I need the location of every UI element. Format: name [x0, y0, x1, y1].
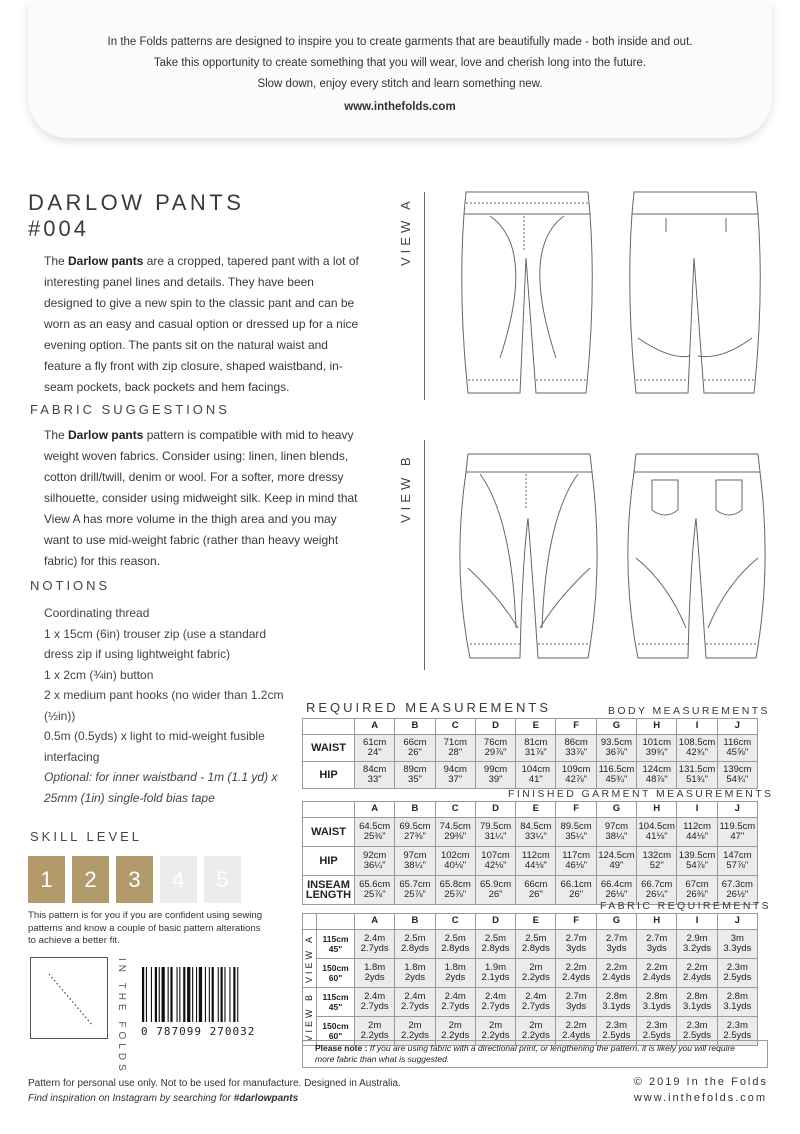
fabric-cell: 2.5m 2.8yds: [435, 930, 475, 959]
note-bold: Please note :: [315, 1043, 368, 1053]
fabric-cell: 2.3m 2.5yds: [637, 1017, 677, 1046]
hashtag-link[interactable]: #darlowpants: [233, 1093, 299, 1104]
measurement-cell: 131.5cm 51¾": [677, 762, 717, 789]
skill-level-4: 4: [160, 856, 197, 903]
footer-usage: Pattern for personal use only. Not to be used for manufacture. Designed in Australia.: [28, 1078, 401, 1089]
skill-level-boxes: [28, 856, 241, 903]
logo-needle-icon: [30, 957, 108, 1039]
fabric-cell: 2.2m 2.4yds: [596, 959, 636, 988]
measurement-cell: 84.5cm 33¼": [516, 818, 556, 847]
footer-instagram-text: Find inspiration on Instagram by searching for: [28, 1093, 234, 1104]
size-header-row: [303, 914, 758, 930]
measurement-cell: 67.3cm 26½": [717, 876, 757, 905]
measurement-cell: 109cm 42⅞": [556, 762, 596, 789]
measurement-row: [303, 735, 758, 762]
barcode-bar: [170, 967, 172, 1022]
measurement-cell: 76cm 29⅞": [475, 735, 515, 762]
row-label: HIP: [303, 762, 355, 789]
barcode-bar: [155, 967, 157, 1022]
size-header: A: [355, 719, 395, 735]
barcode-bar: [237, 967, 238, 1022]
measurement-cell: 81cm 31⅞": [516, 735, 556, 762]
notion-item: Coordinating thread: [44, 606, 150, 620]
size-header: B: [395, 719, 435, 735]
size-header: D: [475, 914, 515, 930]
view-a-front-illustration: [462, 192, 593, 393]
fabric-cell: 1.8m 2yds: [395, 959, 435, 988]
measurement-cell: 65.8cm 25⅞": [435, 876, 475, 905]
fabric-cell: 2.4m 2.7yds: [395, 988, 435, 1017]
measurement-cell: 119.5cm 47": [717, 818, 757, 847]
size-header: C: [435, 802, 475, 818]
note-text: If you are using fabric with a directional print, or lengthening the pattern, it is likely you will require more fabric than what is suggested.: [315, 1043, 736, 1064]
notion-optional: Optional: for inner waistband - 1m (1.1 yd) x 25mm (1in) single-fold bias tape: [44, 770, 278, 805]
fabric-heading: FABRIC SUGGESTIONS: [30, 402, 230, 417]
row-label: WAIST: [303, 818, 355, 847]
footer-left: [28, 1076, 401, 1106]
size-header: H: [637, 914, 677, 930]
measurement-cell: 104cm 41": [516, 762, 556, 789]
measurement-cell: 116cm 45⅝": [717, 735, 757, 762]
skill-level-2: 2: [72, 856, 109, 903]
fabric-cell: 2.8m 3.1yds: [717, 988, 757, 1017]
view-b-rule: [424, 440, 425, 670]
measurement-cell: 102cm 40⅛": [435, 847, 475, 876]
measurement-cell: 79.5cm 31¼": [475, 818, 515, 847]
fabric-cell: 2.8m 3.1yds: [596, 988, 636, 1017]
pants-illustrations: [440, 188, 780, 688]
size-header-blank: [303, 914, 317, 930]
measurement-cell: 101cm 39¾": [637, 735, 677, 762]
brand-vertical-text: IN THE FOLDS: [116, 958, 127, 1075]
fabric-note: [302, 1040, 768, 1068]
fabric-width: 115cm 45": [317, 988, 355, 1017]
measurement-cell: 104.5cm 41⅛": [637, 818, 677, 847]
fabric-cell: 2m 2.2yds: [395, 1017, 435, 1046]
skill-level-5: 5: [204, 856, 241, 903]
intro-banner: [28, 0, 772, 138]
size-header: F: [556, 719, 596, 735]
intro-line-1: In the Folds patterns are designed to inspire you to create garments that are beautifully made - both inside and out.: [107, 36, 693, 48]
barcode-bar: [221, 967, 223, 1022]
row-label: WAIST: [303, 735, 355, 762]
description-pre: The: [44, 254, 69, 268]
notions-list: [44, 603, 284, 808]
fabric-cell: 2m 2.2yds: [355, 1017, 395, 1046]
intro-url-link[interactable]: www.inthefolds.com: [344, 101, 456, 113]
barcode-bar: [218, 967, 219, 1022]
intro-line-2: Take this opportunity to create something that you will wear, love and cherish long into the future.: [153, 57, 647, 69]
finished-measurements-title: FINISHED GARMENT MEASUREMENTS: [508, 788, 774, 800]
fabric-width: 150cm 60": [317, 959, 355, 988]
measurement-cell: 71cm 28": [435, 735, 475, 762]
measurement-cell: 67cm 26⅜": [677, 876, 717, 905]
measurement-cell: 124cm 48⅞": [637, 762, 677, 789]
fabric-requirements-table: [302, 913, 758, 1046]
barcode-number: 0 787099 270032: [141, 1025, 256, 1038]
fabric-cell: 1.9m 2.1yds: [475, 959, 515, 988]
barcode-bar: [168, 967, 169, 1022]
view-b-side-label: [303, 988, 317, 1046]
pattern-code: #004: [28, 216, 89, 241]
size-header: J: [717, 802, 757, 818]
view-b-back-illustration: [628, 454, 765, 658]
barcode-bar: [205, 967, 206, 1022]
notion-item: 0.5m (0.5yds) x light to mid-weight fusible interfacing: [44, 729, 265, 764]
fabric-cell: 2.4m 2.7yds: [475, 988, 515, 1017]
intro-line-3: Slow down, enjoy every stitch and learn something new.: [257, 78, 543, 90]
size-header: E: [516, 914, 556, 930]
size-header: A: [355, 802, 395, 818]
body-measurements-table: [302, 718, 758, 789]
fabric-cell: 2.5m 2.8yds: [395, 930, 435, 959]
fabric-paragraph: [44, 425, 364, 572]
measurement-cell: 65.9cm 26": [475, 876, 515, 905]
size-header: J: [717, 719, 757, 735]
view-a-label: VIEW A: [398, 197, 413, 266]
fabric-cell: 2m 2.2yds: [516, 959, 556, 988]
fabric-cell: 2.7m 3yds: [637, 930, 677, 959]
measurement-cell: 147cm 57⅞": [717, 847, 757, 876]
fabric-cell: 3m 3.3yds: [717, 930, 757, 959]
measurement-cell: 89.5cm 35¼": [556, 818, 596, 847]
measurement-cell: 64.5cm 25⅜": [355, 818, 395, 847]
size-header-blank: [317, 914, 355, 930]
fabric-cell: 2.3m 2.5yds: [677, 1017, 717, 1046]
fabric-cell: 2.4m 2.7yds: [355, 930, 395, 959]
measurement-row: [303, 818, 758, 847]
size-header: D: [475, 802, 515, 818]
barcode-bar: [179, 967, 180, 1022]
measurement-cell: 107cm 42⅛": [475, 847, 515, 876]
fabric-cell: 2.2m 2.4yds: [677, 959, 717, 988]
view-a-rule: [424, 192, 425, 400]
measurement-cell: 94cm 37": [435, 762, 475, 789]
fabric-cell: 2.2m 2.4yds: [637, 959, 677, 988]
barcode-bar: [224, 967, 225, 1022]
skill-level-1: 1: [28, 856, 65, 903]
measurement-cell: 124.5cm 49": [596, 847, 636, 876]
size-header-row: [303, 719, 758, 735]
fabric-cell: 2.8m 3.1yds: [637, 988, 677, 1017]
body-measurements-title: BODY MEASUREMENTS: [608, 705, 770, 717]
fabric-row: [303, 988, 758, 1017]
size-header: C: [435, 719, 475, 735]
fabric-cell: 2.5m 2.8yds: [516, 930, 556, 959]
fabric-cell: 2.7m 3yds: [596, 930, 636, 959]
row-label: HIP: [303, 847, 355, 876]
notion-item: 2 x medium pant hooks (no wider than 1.2cm (½in)): [44, 688, 284, 723]
copyright: © 2019 In the Folds: [633, 1076, 768, 1088]
view-b-front-illustration: [460, 454, 597, 658]
fabric-cell: 2.5m 2.8yds: [475, 930, 515, 959]
size-header: G: [596, 719, 636, 735]
skill-level-3: 3: [116, 856, 153, 903]
notion-item: 1 x 2cm (¾in) button: [44, 667, 154, 682]
view-side-text: VIEW A: [304, 933, 315, 983]
measurement-cell: 97cm 38¼": [596, 818, 636, 847]
barcode-bar: [183, 967, 185, 1022]
notions-heading: NOTIONS: [30, 578, 111, 593]
measurement-cell: 66.7cm 26¼": [637, 876, 677, 905]
size-header: D: [475, 719, 515, 735]
footer-instagram: [28, 1091, 401, 1106]
size-header-blank: [303, 719, 355, 735]
measurement-cell: 74.5cm 29⅜": [435, 818, 475, 847]
view-a-side-label: [303, 930, 317, 988]
measurement-cell: 84cm 33": [355, 762, 395, 789]
barcode-bar: [209, 967, 210, 1022]
size-header: I: [677, 914, 717, 930]
notion-item: 1 x 15cm (6in) trouser zip (use a standard dress zip if using lightweight fabric): [44, 626, 267, 661]
view-side-text: VIEW B: [304, 991, 315, 1042]
size-header: F: [556, 802, 596, 818]
measurement-cell: 93.5cm 36⅞": [596, 735, 636, 762]
size-header: A: [355, 914, 395, 930]
needle-icon: [31, 958, 109, 1040]
footer-url-link[interactable]: www.inthefolds.com: [633, 1091, 768, 1104]
finished-measurements-table: [302, 801, 758, 905]
pattern-title: DARLOW PANTS: [28, 190, 245, 215]
fabric-text: pattern is compatible with mid to heavy weight woven fabrics. Consider using: linen, linen blends, cotton drill/twill, denim or wool. For a softer, more dressy silhouette, consider using midweight silk. Keep in mind that View A has more volume in the thigh area and you may want to use mid-weight fabric (rather than heavy weight fabric) for this reason.: [44, 428, 358, 568]
skill-heading: SKILL LEVEL: [30, 829, 143, 844]
measurement-cell: 65.7cm 25⅞": [395, 876, 435, 905]
view-b-label: VIEW B: [398, 453, 413, 523]
fabric-width: 150cm 60": [317, 1017, 355, 1046]
footer-right: [634, 1075, 768, 1106]
size-header: I: [677, 719, 717, 735]
size-header: E: [516, 802, 556, 818]
measurement-cell: 139cm 54¾": [717, 762, 757, 789]
description-text: are a cropped, tapered pant with a lot of interesting panel lines and details. They have been designed to give a new spin to the classic pant and can be worn as an easy and casual option or dressed up for a nice evening option. The pants sit on the natural waist and feature a fly front with zip closure, shaped waistband, in-seam pockets, back pockets and hem facings.: [44, 254, 359, 394]
fabric-cell: 2.4m 2.7yds: [435, 988, 475, 1017]
fabric-cell: 2.2m 2.4yds: [556, 959, 596, 988]
fabric-row: [303, 959, 758, 988]
barcode-bar: [212, 967, 214, 1022]
measurement-cell: 112cm 44⅛": [677, 818, 717, 847]
size-header-row: [303, 802, 758, 818]
fabric-pre: The: [44, 428, 69, 442]
size-header: B: [395, 914, 435, 930]
fabric-cell: 1.8m 2yds: [355, 959, 395, 988]
measurement-row: [303, 762, 758, 789]
measurement-cell: 89cm 35": [395, 762, 435, 789]
size-header: I: [677, 802, 717, 818]
measurement-row: [303, 847, 758, 876]
measurement-cell: 99cm 39": [475, 762, 515, 789]
size-header: E: [516, 719, 556, 735]
measurement-cell: 66.4cm 26⅛": [596, 876, 636, 905]
fabric-cell: 2.8m 3.1yds: [677, 988, 717, 1017]
size-header: G: [596, 914, 636, 930]
fabric-cell: 2.4m 2.7yds: [355, 988, 395, 1017]
measurement-cell: 116.5cm 45¾": [596, 762, 636, 789]
size-header: B: [395, 802, 435, 818]
fabric-cell: 2.7m 3yds: [556, 930, 596, 959]
measurement-cell: 132cm 52": [637, 847, 677, 876]
barcode-image: [140, 967, 268, 1027]
barcode-bar: [187, 967, 190, 1022]
fabric-cell: 2m 2.2yds: [516, 1017, 556, 1046]
size-header: F: [556, 914, 596, 930]
barcode-bar: [199, 967, 202, 1022]
size-header: C: [435, 914, 475, 930]
size-header: J: [717, 914, 757, 930]
fabric-cell: 2.3m 2.5yds: [717, 1017, 757, 1046]
measurement-cell: 139.5cm 54⅞": [677, 847, 717, 876]
fabric-cell: 2m 2.2yds: [475, 1017, 515, 1046]
size-header: G: [596, 802, 636, 818]
barcode-bar: [146, 967, 147, 1022]
measurements-title: REQUIRED MEASUREMENTS: [306, 700, 552, 715]
fabric-cell: 1.8m 2yds: [435, 959, 475, 988]
measurement-cell: 112cm 44⅛": [516, 847, 556, 876]
barcode-bar: [233, 967, 235, 1022]
barcode-bar: [192, 967, 193, 1022]
fabric-requirements-title: FABRIC REQUIREMENTS: [600, 900, 772, 912]
measurement-cell: 69.5cm 27⅜": [395, 818, 435, 847]
barcode-bar: [159, 967, 160, 1022]
fabric-cell: 2.3m 2.5yds: [717, 959, 757, 988]
fabric-cell: 2m 2.2yds: [435, 1017, 475, 1046]
barcode-bar: [196, 967, 197, 1022]
description-bold: Darlow pants: [68, 254, 144, 268]
measurement-cell: 66.1cm 26": [556, 876, 596, 905]
view-a-back-illustration: [630, 192, 761, 393]
measurement-cell: 66cm 26": [516, 876, 556, 905]
measurement-cell: 117cm 46⅛": [556, 847, 596, 876]
description-paragraph: [44, 251, 364, 398]
fabric-bold: Darlow pants: [68, 428, 144, 442]
skill-note: This pattern is for you if you are confident using sewing patterns and know a couple of basic pattern alterations to achieve a better fit.: [28, 910, 263, 946]
fabric-cell: 2.4m 2.7yds: [516, 988, 556, 1017]
barcode-bar: [142, 967, 144, 1022]
fabric-cell: 2.2m 2.4yds: [556, 1017, 596, 1046]
row-label: INSEAM LENGTH: [303, 876, 355, 905]
barcode-bar: [177, 967, 178, 1022]
measurement-cell: 86cm 33⅞": [556, 735, 596, 762]
size-header: H: [637, 719, 677, 735]
size-header-blank: [303, 802, 355, 818]
fabric-cell: 2.3m 2.5yds: [596, 1017, 636, 1046]
barcode-bar: [151, 967, 152, 1022]
barcode-bar: [229, 967, 230, 1022]
size-header: H: [637, 802, 677, 818]
measurement-cell: 92cm 36¼": [355, 847, 395, 876]
measurement-cell: 66cm 26": [395, 735, 435, 762]
fabric-cell: 2.9m 3.2yds: [677, 930, 717, 959]
measurement-cell: 65.6cm 25⅞": [355, 876, 395, 905]
measurement-cell: 108.5cm 42¾": [677, 735, 717, 762]
measurement-cell: 61cm 24": [355, 735, 395, 762]
fabric-width: 115cm 45": [317, 930, 355, 959]
fabric-cell: 2.7m 3yds: [556, 988, 596, 1017]
barcode-bar: [162, 967, 165, 1022]
fabric-row: [303, 930, 758, 959]
measurement-cell: 97cm 38¼": [395, 847, 435, 876]
